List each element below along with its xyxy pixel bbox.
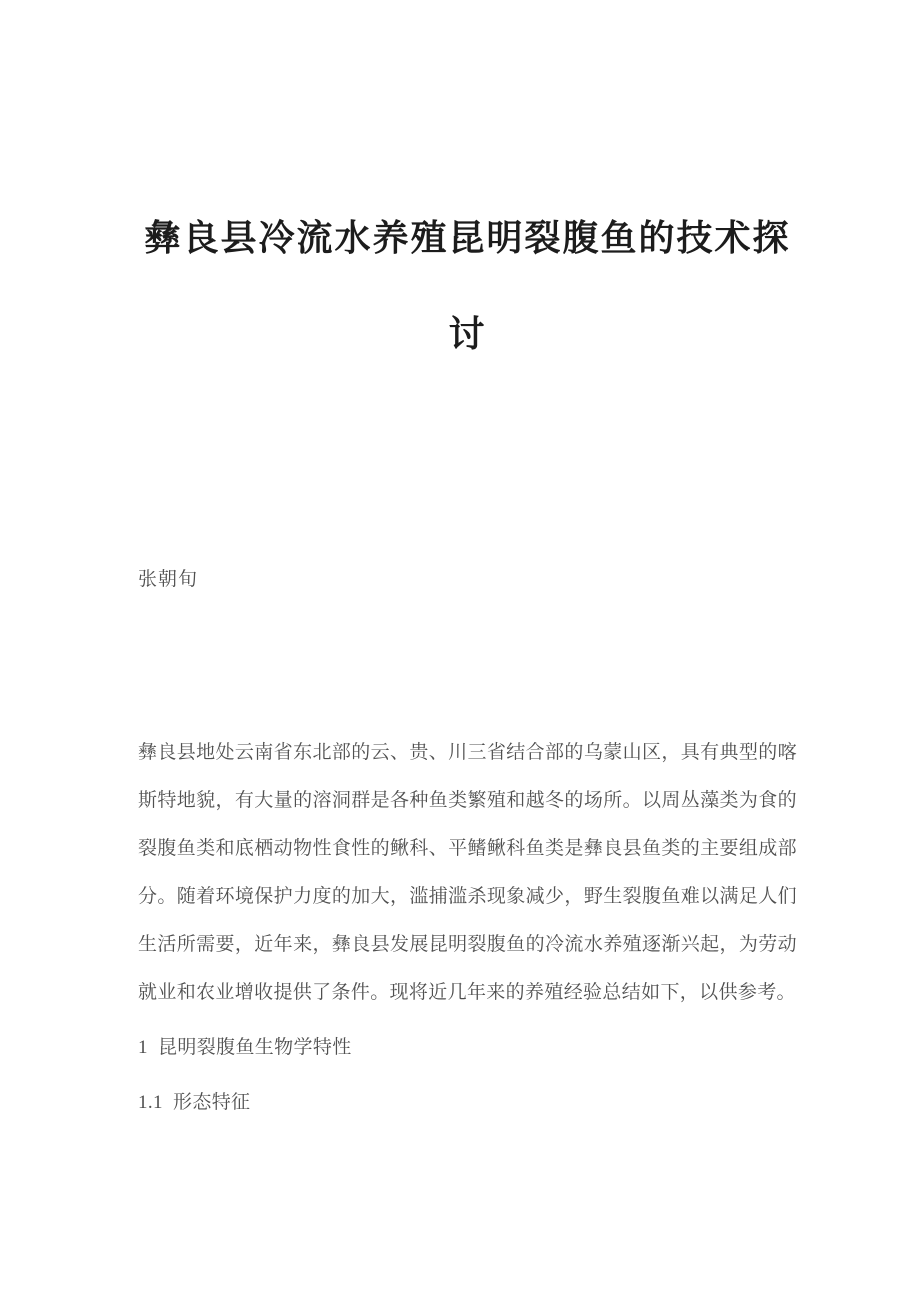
document-title: 彝良县冷流水养殖昆明裂腹鱼的技术探讨 xyxy=(144,218,791,354)
section-heading-1-1: 1.1 形态特征 xyxy=(138,1092,251,1113)
section-heading-1: 1 昆明裂腹鱼生物学特性 xyxy=(138,1037,352,1058)
body-paragraph: 彝良县地处云南省东北部的云、贵、川三省结合部的乌蒙山区，具有典型的喀斯特地貌，有大量的溶洞群是各种鱼类繁殖和越冬的场所。以周丛藻类为食的裂腹鱼类和底栖动物性食性的鳅科、平鳍鳅科鱼类是彝良县鱼类的主要组成部分。随着环境保护力度的加大，滥捕滥杀现象减少，野生裂腹鱼难以满足人们生活所需要，近年来，彝良县发展昆明裂腹鱼的冷流水养殖逐渐兴起，为劳动就业和农业增收提供了条件。现将近几年来的养殖经验总结如下，以供参考。 xyxy=(138,742,797,1003)
author-name: 张朝旬 xyxy=(138,569,199,590)
